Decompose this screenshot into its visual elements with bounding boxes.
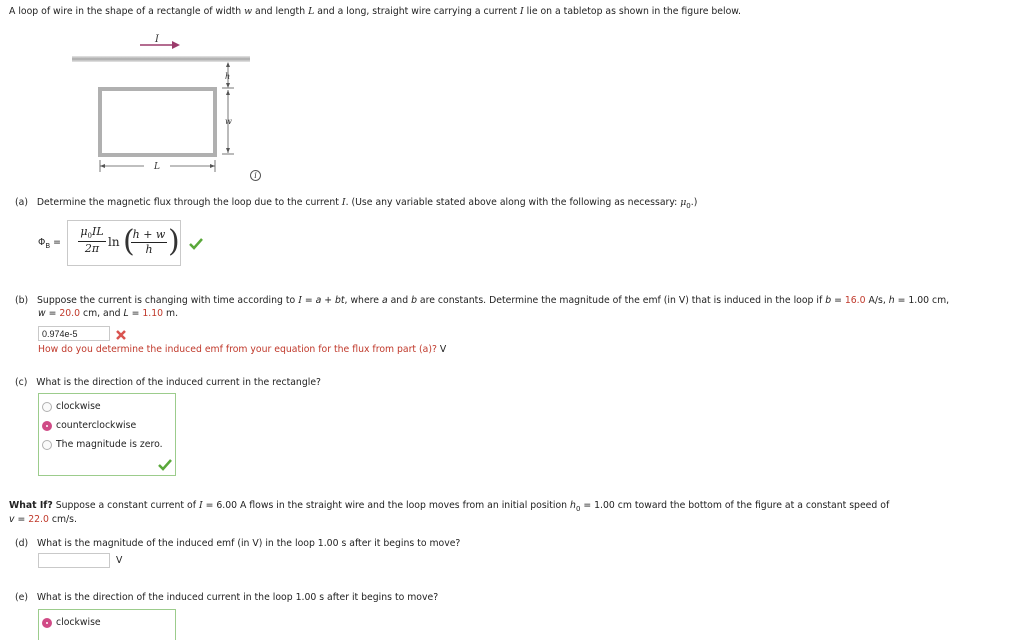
w-arrow-top [226,90,230,95]
radio-clockwise[interactable] [42,402,52,412]
part-e-question [15,592,438,603]
part-d-question [15,538,460,549]
frac1-IL: IL [91,225,104,238]
part-b-var: w [38,308,46,319]
wire-loop [100,89,215,155]
part-b-var: I [298,295,302,306]
part-a-var-I: I [341,197,346,208]
part-b-var: a [315,295,322,306]
part-b-seg: = [45,308,60,319]
part-b-question-line1 [15,295,949,306]
paren-right: ) [168,224,180,259]
part-d-unit: V [116,555,123,566]
part-a-mu: μ [680,197,687,208]
what-if-line2 [9,514,77,525]
part-b-var: L [123,308,129,319]
part-e-options-box [38,609,176,640]
equals-sign: = [53,237,61,248]
part-d-text: What is the magnitude of the induced emf (in V) in the loop 1.00 s after it begins to move? [37,538,461,549]
L-label: L [154,162,160,172]
what-if-seg: = 6.00 A flows in the straight wire and the loop moves from an initial position [202,500,571,511]
frac1 [78,225,106,255]
intro-text [9,6,741,17]
frac2-den: h [145,243,153,256]
part-b-seg: Suppose the current is changing with time according to [37,295,299,306]
part-b-x-icon [116,330,126,340]
phi-label [38,237,61,250]
part-a-seg: Determine the magnetic flux through the loop due to the current [36,197,342,208]
h-arrow-top [226,62,230,67]
what-if-var: I [198,500,203,511]
what-if-h-sub: 0 [575,504,581,513]
part-b-b-value: 16.0 [844,295,866,306]
part-b-unit: V [439,344,447,355]
h-label: h [225,72,231,81]
frac1-den: 2π [84,242,100,256]
what-if-var: v [9,514,15,525]
what-if-label: What If? [9,500,53,511]
frac2 [131,228,167,256]
part-b-seg: = [128,308,143,319]
intro-seg: and length [252,6,309,17]
intro-var-L: L [308,6,315,17]
part-a-seg: . (Use any variable stated above along with the following as necessary: [345,197,681,208]
ln-text: ln [108,235,120,249]
intro-seg: and a long, straight wire carrying a current [314,6,521,17]
h-arrow-bot [226,83,230,88]
part-b-seg: cm, and [80,308,124,319]
radio-magnitude-zero[interactable] [42,440,52,450]
part-d-answer-input[interactable] [38,553,110,568]
intro-var-I: I [520,6,524,17]
what-if-seg: Suppose a constant current of [52,500,199,511]
part-b-seg: are constants. Determine the magnitude of the emf (in V) that is induced in the loop if [416,295,826,306]
part-b-var: b [411,295,417,306]
intro-seg: A loop of wire in the shape of a rectangle of width [9,6,245,17]
what-if-seg: = [14,514,29,525]
part-a-check-icon [189,238,203,250]
info-icon[interactable]: i [250,170,261,181]
part-b-var: h [888,295,895,306]
part-b-seg: and [387,295,412,306]
part-b-var: b [825,295,832,306]
part-e-letter: (e) [15,592,28,603]
frac1-num [78,225,106,240]
radio-clockwise-e[interactable] [42,618,52,628]
part-a-question [15,197,697,210]
part-b-seg: + [321,295,335,306]
part-b-question-line2 [38,308,178,319]
L-arrow-right [210,164,215,168]
part-b-var: a [381,295,388,306]
part-a-letter: (a) [15,197,28,208]
part-b-hint-line [38,344,446,355]
paren-left: ( [123,224,135,259]
what-if-seg: = 1.00 cm toward the bottom of the figure at a constant speed of [580,500,890,511]
wire-loop-figure [60,32,260,172]
what-if-line1 [9,500,889,513]
part-b-hint: How do you determine the induced emf from your equation for the flux from part (a)? [38,344,437,355]
phi-symbol: Φ [38,237,46,248]
frac2-num: h + w [132,228,166,241]
intro-seg: lie on a tabletop as shown in the figure below. [523,6,741,17]
part-b-seg: = [831,295,845,306]
part-c-question [15,377,321,388]
part-b-seg: = [301,295,316,306]
part-a-mu-sub: 0 [686,201,691,210]
straight-wire [72,56,250,62]
what-if-seg: cm/s. [48,514,77,525]
part-b-seg: A/s, [865,295,889,306]
part-b-answer-input[interactable]: 0.974e-5 [38,326,110,341]
part-b-seg: , where [344,295,382,306]
current-label: I [155,34,159,45]
option-label: clockwise [56,617,101,628]
option-label: clockwise [56,401,101,412]
radio-counterclockwise[interactable] [42,421,52,431]
part-a-answer-box[interactable] [67,220,181,266]
option-label: counterclockwise [56,420,137,431]
current-arrow-head [172,41,180,49]
intro-var-w: w [244,6,253,17]
part-b-L-value: 1.10 [142,308,164,319]
L-arrow-left [100,164,105,168]
phi-sub: B [45,241,51,250]
part-b-seg: m. [163,308,179,319]
w-arrow-bot [226,148,230,153]
part-c-check-icon [158,459,172,471]
part-d-letter: (d) [15,538,29,549]
frac1-mu: μ [80,225,88,238]
part-a-seg: .) [690,197,698,208]
part-b-letter: (b) [15,295,29,306]
option-label: The magnitude is zero. [56,439,163,450]
w-label: w [225,117,232,126]
part-c-options-box [38,393,176,476]
what-if-var: h [570,500,576,511]
part-e-text: What is the direction of the induced current in the loop 1.00 s after it begins to move? [36,592,439,603]
frac1-mu-sub: 0 [87,232,92,241]
part-b-seg: = 1.00 cm, [894,295,950,306]
what-if-v-value: 22.0 [28,514,49,525]
part-c-text: What is the direction of the induced current in the rectangle? [36,377,321,388]
part-b-var: bt [334,295,345,306]
part-b-w-value: 20.0 [59,308,81,319]
part-c-letter: (c) [15,377,28,388]
